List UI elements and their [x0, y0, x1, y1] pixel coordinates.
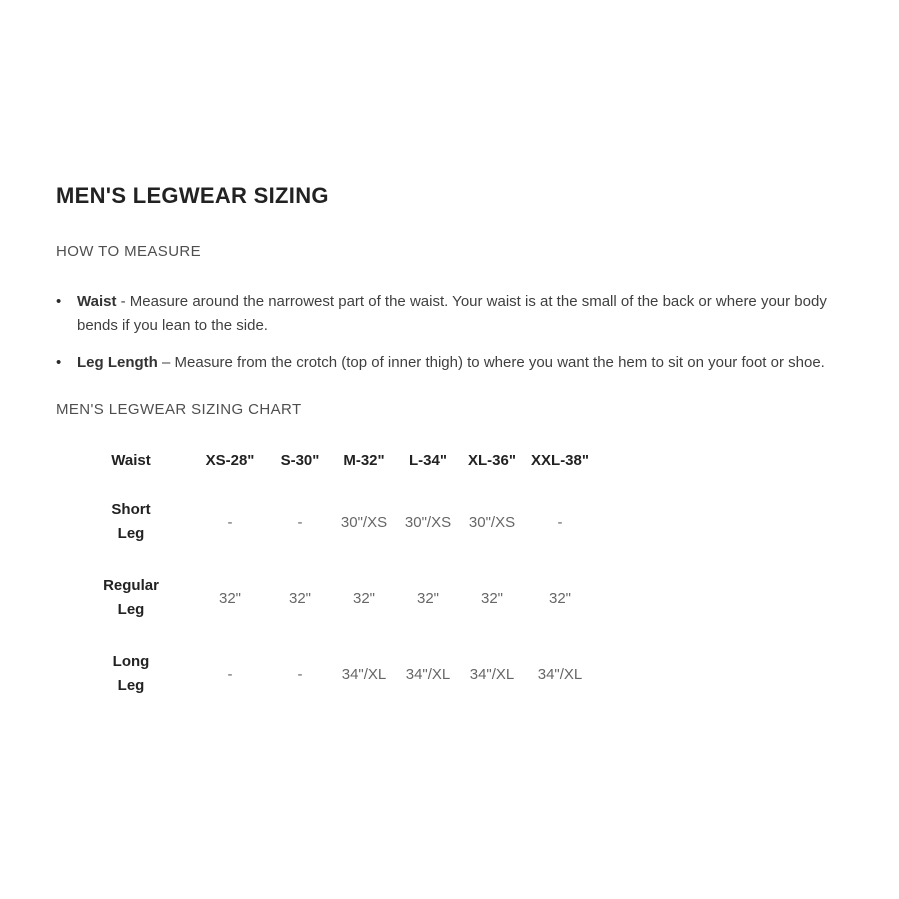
column-header-s: S-30"	[280, 452, 320, 469]
measure-term: Waist	[77, 293, 117, 310]
table-row-short-leg	[70, 484, 596, 560]
list-item-text	[77, 351, 825, 375]
list-item-text	[77, 290, 843, 338]
table-cell: -	[297, 665, 303, 683]
column-header-xs: XS-28"	[205, 452, 255, 469]
table-cell: 32"	[288, 589, 311, 607]
table-cell: 30"/XS	[340, 513, 388, 531]
column-header-l: L-34"	[409, 452, 447, 469]
table-cell: 34"/XL	[469, 665, 515, 683]
table-cell: -	[227, 513, 233, 531]
measure-description: – Measure from the crotch (top of inner thigh) to where you want the hem to sit on your foot or shoe.	[162, 354, 825, 371]
size-chart-heading: MEN'S LEGWEAR SIZING CHART	[56, 401, 302, 418]
row-label: Short Leg	[111, 501, 151, 542]
table-cell: -	[227, 665, 233, 683]
table-cell: 30"/XS	[468, 513, 516, 531]
table-cell: -	[557, 513, 563, 531]
bullet-icon: •	[56, 354, 62, 371]
measure-description: - Measure around the narrowest part of the waist. Your waist is at the small of the back or where your body bends if you lean to the side.	[77, 293, 827, 334]
bullet-icon: •	[56, 293, 62, 310]
table-cell: 34"/XL	[537, 665, 583, 683]
page-title: MEN'S LEGWEAR SIZING	[56, 183, 329, 208]
column-header-waist: Waist	[111, 452, 151, 469]
table-cell: 34"/XL	[405, 665, 451, 683]
table-cell: 30"/XS	[404, 513, 452, 531]
column-header-m: M-32"	[343, 452, 385, 469]
column-header-xxl: XXL-38"	[531, 452, 589, 469]
size-chart-table	[70, 452, 596, 712]
table-header-row	[70, 452, 596, 484]
how-to-measure-heading: HOW TO MEASURE	[56, 243, 202, 260]
list-item-leg-length	[56, 351, 843, 375]
table-cell: 32"	[416, 589, 439, 607]
table-cell: 32"	[548, 589, 571, 607]
table-cell: 34"/XL	[341, 665, 387, 683]
table-cell: 32"	[480, 589, 503, 607]
column-header-xl: XL-36"	[468, 452, 516, 469]
measure-term: Leg Length	[77, 354, 158, 371]
row-label: Long Leg	[112, 653, 150, 694]
table-cell: 32"	[352, 589, 375, 607]
measure-instructions-list	[56, 290, 843, 375]
table-row-long-leg	[70, 636, 596, 712]
table-cell: -	[297, 513, 303, 531]
table-cell: 32"	[218, 589, 241, 607]
table-row-regular-leg	[70, 560, 596, 636]
row-label: Regular Leg	[103, 577, 159, 618]
list-item-waist	[56, 290, 843, 338]
